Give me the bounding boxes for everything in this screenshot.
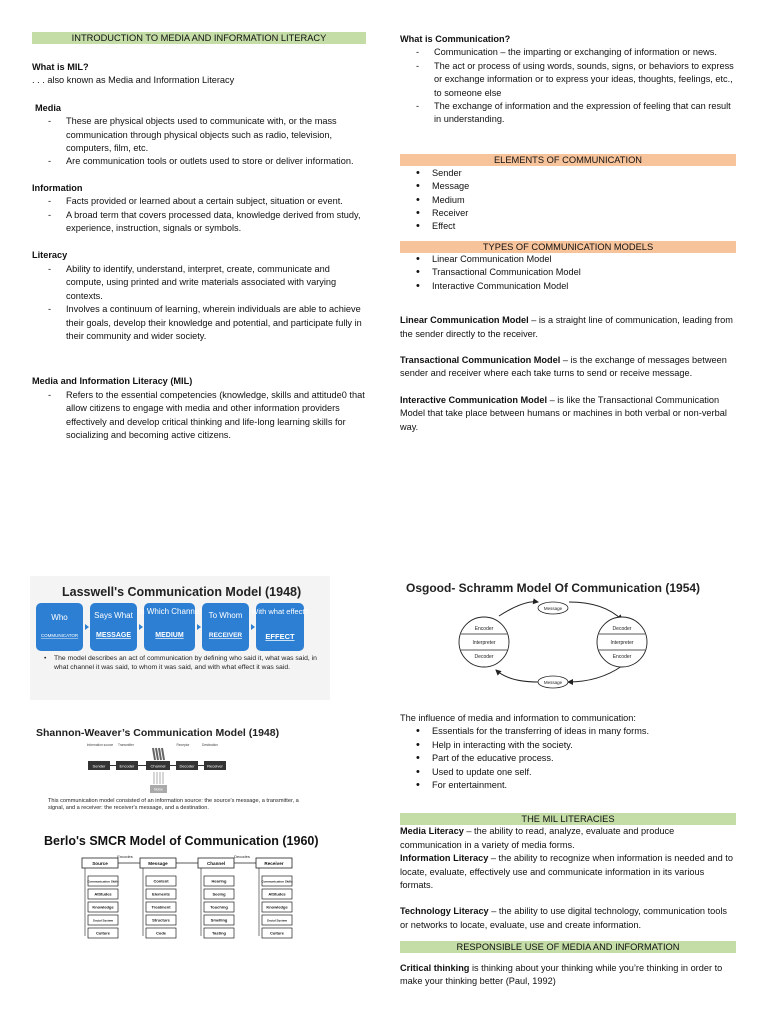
- list-item: - Refers to the essential competencies (knowledge, skills and attitude0 that allow citizens to engage with media and other information providers effectively and develop critical thinking and life-long learning skills for socializing and becoming active citizens.: [32, 389, 367, 443]
- list-item: • Help in interacting with the society.: [400, 739, 736, 752]
- influence-heading: The influence of media and information to communication:: [400, 713, 636, 723]
- lasswell-title: Lasswell's Communication Model (1948): [62, 585, 302, 599]
- lasswell-box-top: Says What: [94, 611, 133, 620]
- circle-label: Encoder: [474, 626, 494, 632]
- linear-def: – is a straight line of communication, leading from the sender directly to the receiver.: [400, 315, 733, 339]
- list-item: • For entertainment.: [400, 779, 736, 792]
- list-item: • Message: [400, 180, 736, 193]
- technology-literacy-def: – the ability to use digital technology, communication tools or networks to locate, evaluate, use and create information.: [400, 906, 727, 930]
- types-list: [400, 253, 736, 293]
- mil-text: . . . also known as Media and Information Literacy: [32, 75, 235, 86]
- list-item: • Essentials for the transferring of ideas in many forms.: [400, 725, 736, 738]
- communication-list: [400, 46, 736, 126]
- right-column: [400, 33, 736, 434]
- berlo-item-label: Attitudes: [268, 891, 286, 897]
- berlo-column-head-label: Message: [148, 861, 168, 866]
- literacy-heading: Literacy: [32, 250, 68, 261]
- list-item: - These are physical objects used to communicate with, or the mass communication through physical objects such as radio, television, computers, film, etc.: [32, 115, 367, 155]
- transactional-definition: [400, 354, 736, 381]
- berlo-item-label: Social System: [266, 918, 288, 923]
- message-label: Message: [543, 606, 563, 611]
- berlo-item-label: Knowledge: [266, 904, 288, 910]
- circle-label: Interpreter: [472, 640, 496, 646]
- critical-thinking-definition: [400, 962, 736, 987]
- noise-arrows: [154, 772, 163, 784]
- influence-list: [400, 725, 736, 792]
- responsible-use-banner: RESPONSIBLE USE OF MEDIA AND INFORMATION: [400, 941, 736, 953]
- critical-thinking-term: Critical thinking: [400, 963, 470, 974]
- berlo-item-label: Social System: [92, 918, 114, 923]
- berlo-item-label: Structure: [152, 917, 170, 923]
- shannon-top-label: Destination: [202, 743, 218, 747]
- list-item: • Receiver: [400, 207, 736, 220]
- media-literacy-def: – the ability to read, analyze, evaluate and produce communication in a variety of media forms.: [400, 826, 675, 850]
- list-item: • Effect: [400, 220, 736, 233]
- berlo-item-label: Code: [156, 930, 166, 936]
- list-item: - Involves a continuum of learning, wherein individuals are able to achieve their goals, develop their knowledge and potential, and participate fully in their community and wider society.: [32, 303, 367, 343]
- list-item: - The exchange of information and the expression of feeling that can result in understanding.: [400, 100, 736, 127]
- technology-literacy-definition: [400, 905, 736, 932]
- decodes-label: Decodes: [234, 854, 250, 859]
- technology-literacy-term: Technology Literacy: [400, 906, 489, 917]
- noise-label: Noise: [154, 787, 163, 792]
- right-circle: [597, 617, 647, 667]
- berlo-item-label: Tasting: [212, 930, 226, 936]
- berlo-item-label: Communication Skills: [87, 879, 119, 884]
- lasswell-box-bottom: MESSAGE: [95, 632, 132, 639]
- interactive-term: Interactive Communication Model: [400, 394, 548, 405]
- linear-definition: [400, 314, 736, 341]
- berlo-columns: [82, 858, 293, 938]
- circle-label: Decoder: [612, 626, 632, 632]
- berlo-item-label: Attitudes: [94, 891, 112, 897]
- information-literacy-def: – the ability to recognize when information is needed and to locate, evaluate, effectively use and communicate information in its various formats.: [400, 853, 733, 891]
- lasswell-box-top: [251, 607, 308, 616]
- lasswell-box-bottom: MEDIUM: [155, 632, 184, 639]
- shannon-title: Shannon-Weaver’s Communication Model (1948): [36, 727, 280, 739]
- lasswell-box: [251, 603, 308, 651]
- berlo-item-label: Culture: [270, 930, 284, 936]
- communication-heading: What is Communication?: [400, 34, 511, 44]
- lasswell-note: The model describes an act of communication by defining who said it, what was said, in what channel it was said, to whom it was said, and with what effect it was said.: [54, 655, 317, 671]
- shannon-box-label: Encoder: [119, 763, 135, 769]
- lasswell-box: [202, 603, 249, 651]
- list-item: - The act or process of using words, sounds, signs, or behaviors to express or exchange information or to express your ideas, thoughts, feelings, etc., to someone else: [400, 60, 736, 100]
- berlo-item-label: Hearing: [211, 878, 227, 884]
- list-item: - Ability to identify, understand, interpret, create, communicate and compute, using printed and write materials associated with varying contexts.: [32, 263, 367, 303]
- media-heading: Media: [35, 102, 62, 113]
- shannon-box-label: Sender: [92, 763, 106, 769]
- lasswell-box-top: [138, 607, 201, 616]
- top-arc-arrow: [569, 602, 622, 620]
- message-label: Message: [543, 680, 563, 685]
- lasswell-box-top: To Whom: [208, 611, 243, 620]
- mil-full-list: [32, 389, 367, 443]
- osgood-schramm-diagram: [404, 578, 734, 696]
- berlo-item-label: Elements: [152, 891, 170, 897]
- left-column: [32, 32, 367, 442]
- linear-term: Linear Communication Model: [400, 315, 529, 326]
- types-banner: TYPES OF COMMUNICATION MODELS: [400, 241, 736, 253]
- shannon-box-label: Receiver: [207, 763, 223, 769]
- lasswell-box-bottom: EFFECT: [265, 632, 295, 641]
- lasswell-box: [138, 603, 201, 651]
- berlo-item-label: Smelling: [210, 917, 228, 923]
- information-heading: Information: [32, 182, 83, 193]
- media-literacy-definition: [400, 825, 736, 852]
- berlo-item-label: Communication Skills: [261, 879, 293, 884]
- signal-lines: [153, 748, 164, 760]
- list-item: - Facts provided or learned about a certain subject, situation or event.: [32, 195, 367, 208]
- list-item: • Interactive Communication Model: [400, 280, 736, 293]
- list-item: - Are communication tools or outlets used to store or deliver information.: [32, 155, 367, 168]
- lasswell-box-bottom: RECEIVER: [208, 632, 243, 639]
- list-item: • Sender: [400, 167, 736, 180]
- interactive-def: – is like the Transactional Communication Model that take place between humans or machines in both verbal or non-verbal way.: [400, 394, 727, 432]
- lasswell-box-top-line: In Which Channel: [137, 607, 202, 616]
- berlo-item-label: Treatment: [151, 904, 171, 910]
- intro-banner: INTRODUCTION TO MEDIA AND INFORMATION LITERACY: [32, 32, 366, 44]
- berlo-column-head-label: Source: [92, 861, 108, 866]
- left-circle: [459, 617, 509, 667]
- shannon-box-label: Channel: [150, 763, 166, 769]
- media-literacy-term: Media Literacy: [400, 826, 464, 837]
- list-item: • Linear Communication Model: [400, 253, 736, 266]
- shannon-weaver-diagram: [36, 722, 316, 818]
- shannon-chain: [88, 761, 226, 770]
- elements-banner: ELEMENTS OF COMMUNICATION: [400, 154, 736, 166]
- list-item: - A broad term that covers processed data, knowledge derived from study, experience, instruction, signals or symbols.: [32, 209, 367, 236]
- berlo-item-label: Seeing: [212, 891, 226, 897]
- list-item: • Used to update one self.: [400, 766, 736, 779]
- circle-label: Encoder: [612, 654, 632, 660]
- transactional-term: Transactional Communication Model: [400, 354, 561, 365]
- shannon-note: This communication model consisted of an information source: the source's message, a transmitter, a signal, and a receiver: the receiver's message, and a destination.: [48, 798, 299, 811]
- berlo-item-label: Knowledge: [92, 904, 114, 910]
- berlo-title: Berlo's SMCR Model of Communication (1960): [44, 834, 319, 848]
- mil-full-heading: Media and Information Literacy (MIL): [32, 376, 193, 387]
- berlo-column-head-label: Receiver: [264, 861, 284, 866]
- lasswell-box: [36, 603, 83, 651]
- berlo-item-label: Culture: [96, 930, 110, 936]
- lasswell-box: [90, 603, 137, 651]
- berlo-column-head-label: Channel: [206, 861, 226, 866]
- bottom-arc-arrow: [496, 670, 538, 682]
- berlo-diagram: [40, 828, 340, 946]
- elements-list: [400, 167, 736, 234]
- list-item: • Medium: [400, 194, 736, 207]
- osgood-title: Osgood- Schramm Model Of Communication (1954): [406, 581, 701, 595]
- lasswell-box-top-line: With what effect?: [251, 607, 309, 616]
- bottom-arc-arrow: [568, 666, 622, 682]
- lasswell-box-bottom: COMMUNICATOR: [40, 633, 79, 638]
- berlo-item-label: Touching: [210, 904, 228, 910]
- information-literacy-definition: [400, 852, 736, 892]
- interactive-definition: [400, 394, 736, 434]
- information-list: [32, 195, 367, 235]
- shannon-top-label: Transmitter: [118, 743, 134, 747]
- shannon-top-label: Information source: [86, 743, 114, 747]
- information-literacy-term: Information Literacy: [400, 853, 489, 864]
- encodes-label: Encodes: [117, 854, 133, 859]
- lasswell-diagram: Lasswell's Communication Model (1948) Who COMMUNICATOR Says What MESSAGE In Which Channel MEDIUM To Whom RECEIVER With what effect? EFFECT • The model describes an act of communication by defining who said it, what was said, in what channel it was said, to whom it was said, and with what effect it was said.: [30, 576, 330, 700]
- list-item: • Transactional Communication Model: [400, 266, 736, 279]
- transactional-def: – is the exchange of messages between sender and receiver where each take turns to send or receive message.: [400, 354, 727, 379]
- circle-label: Interpreter: [610, 640, 634, 646]
- mil-heading: What is MIL?: [32, 62, 89, 72]
- circle-label: Decoder: [474, 654, 494, 660]
- top-arc-arrow: [499, 602, 538, 616]
- literacy-list: [32, 263, 367, 343]
- media-list: [32, 115, 367, 169]
- list-item: - Communication – the imparting or exchanging of information or news.: [400, 46, 736, 59]
- berlo-item-label: Content: [153, 878, 169, 884]
- shannon-box-label: Decoder: [179, 763, 195, 769]
- lasswell-box-top: Who: [51, 613, 68, 622]
- list-item: • Part of the educative process.: [400, 752, 736, 765]
- shannon-top-label: Receptor: [176, 743, 190, 747]
- right-bottom-column: [400, 712, 736, 987]
- mil-literacies-banner: THE MIL LITERACIES: [400, 813, 736, 825]
- critical-thinking-def: is thinking about your thinking while you’re thinking in order to make your thinking better (Paul, 1992): [400, 963, 723, 986]
